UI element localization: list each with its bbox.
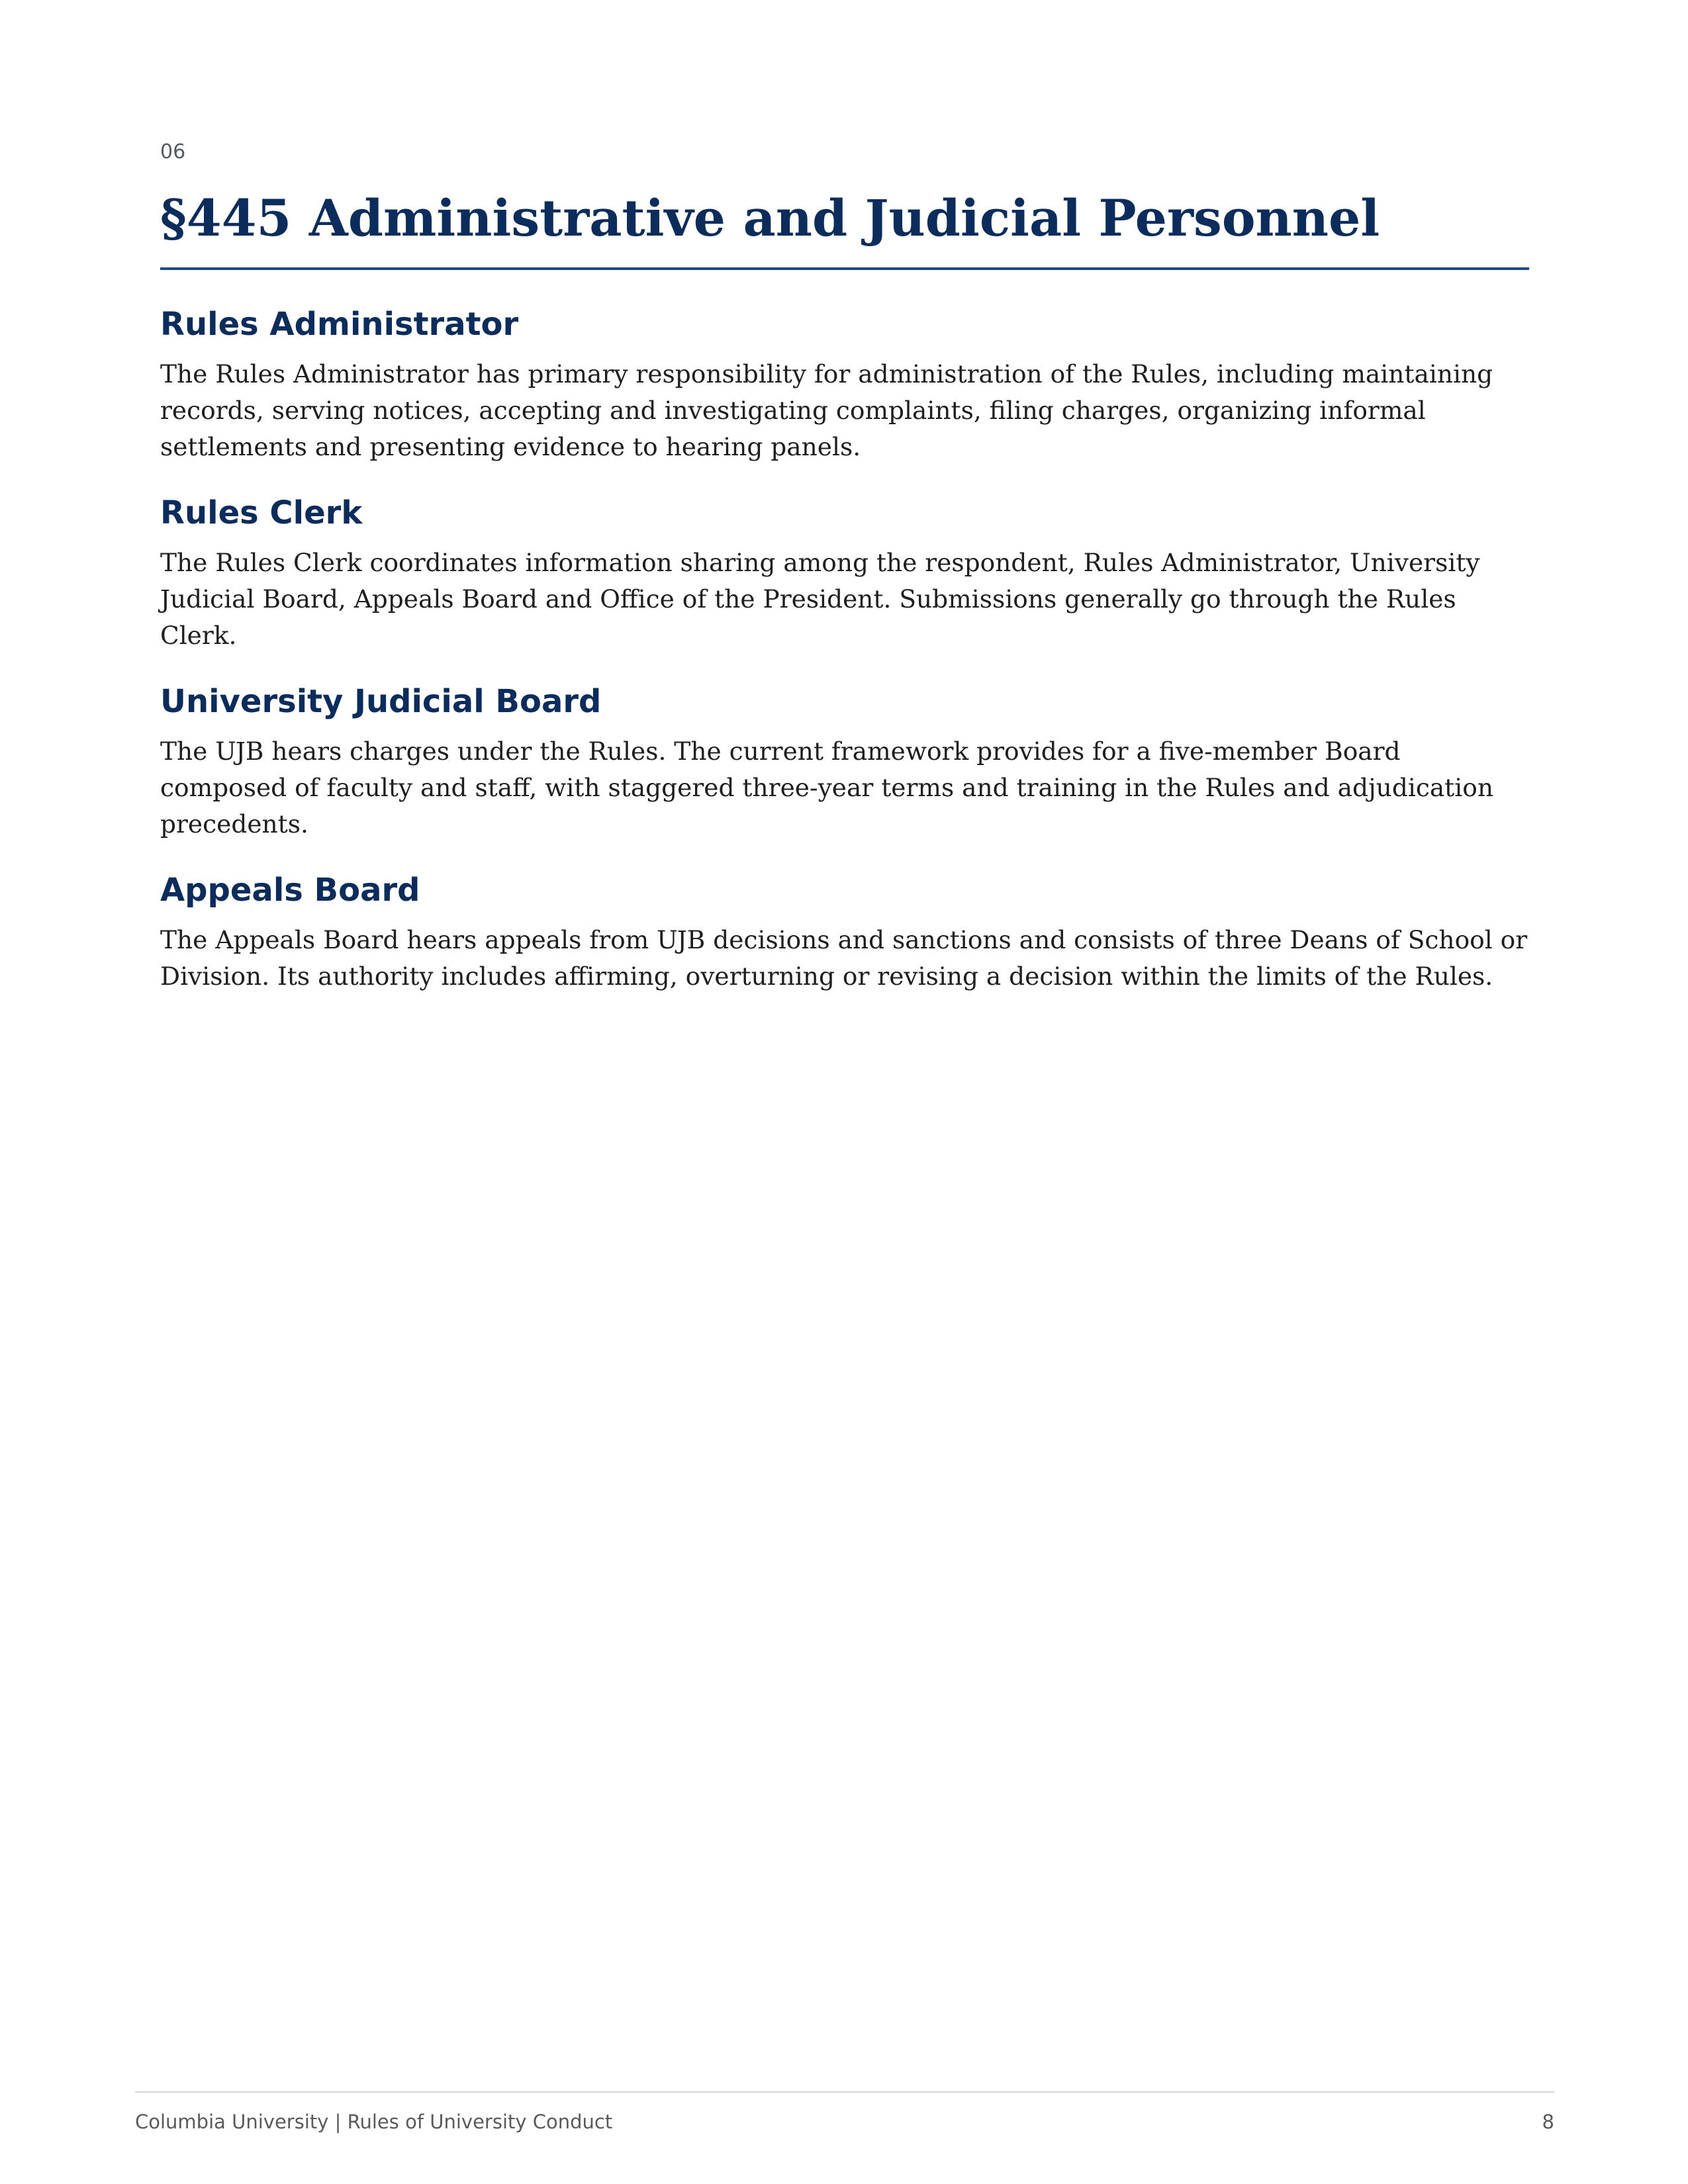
page-content [160,139,1529,1021]
footer-text: Columbia University | Rules of University Conduct [135,2111,613,2133]
section-body: The Rules Clerk coordinates information sharing among the respondent, Rules Administrator, University Judicial Board, Appeals Board and Office of the President. Submissions generally go through the Rules Clerk. [160,548,1480,650]
footer-divider [135,2091,1554,2093]
section-heading: Rules Clerk [160,494,363,531]
section-heading: Rules Administrator [160,306,519,343]
section-number: 06 [160,140,186,163]
section-body: The UJB hears charges under the Rules. The current framework provides for a five-member Board composed of faculty and staff, with staggered three-year terms and training in the Rules and adjudication precedents. [160,737,1493,839]
section-appeals-board [160,869,1529,995]
page-number: 8 [1542,2111,1554,2133]
section-university-judicial-board [160,680,1529,842]
section-body: The Appeals Board hears appeals from UJB decisions and sanctions and consists of three Deans of School or Division. Its authority includes affirming, overturning or revising a decision within the limits of the Rules. [160,925,1528,991]
title-divider [160,267,1529,270]
section-rules-clerk [160,492,1529,654]
section-body: The Rules Administrator has primary responsibility for administration of the Rules, including maintaining records, serving notices, accepting and investigating complaints, filing charges, organizing informal settlements and presenting evidence to hearing panels. [160,359,1493,461]
page-title: §445 Administrative and Judicial Personnel [160,189,1380,248]
section-rules-administrator [160,303,1529,465]
sections-list [160,303,1529,995]
section-heading: Appeals Board [160,872,420,909]
footer-row [135,2109,1554,2135]
page-footer [135,2091,1554,2135]
section-heading: University Judicial Board [160,683,602,720]
